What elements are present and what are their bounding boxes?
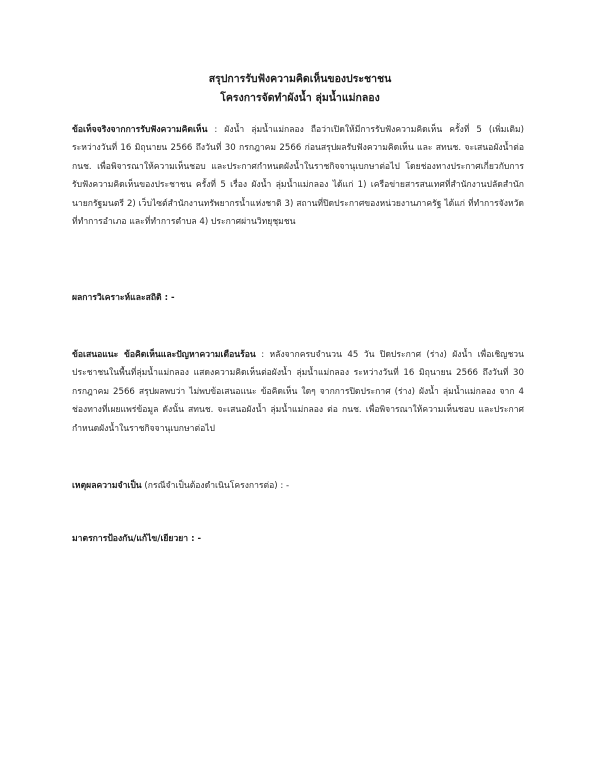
facts-text: : ผังน้ำ ลุ่มน้ำแม่กลอง ถือว่าเปิดให้มีการรับฟังความคิดเห็น ครั้งที่ 5 (เพิ่มเติม) ระหว่างวันที่ 16 มิถุนายน 2566 ถึงวันที่ 30 กรกฎาคม 2566 ก่อนสรุปผลรับฟังความคิดเห็น และ สทนช. จะเสนอผังน้ำต่อ กนช. เพื่อพิจารณาให้ความเห็นชอบ และประกาศกำหนดผังน้ำในราชกิจจานุเบกษาต่อไป โดยช่องทางประกาศเกี่ยวกับการรับฟังความคิดเห็นของประชาชน ครั้งที่ 5 เรื่อง ผังน้ำ ลุ่มน้ำแม่กลอง ได้แก่ 1) เครือข่ายสารสนเทศที่สำนักงานปลัดสำนักนายกรัฐมนตรี 2) เว็บไซต์สำนักงานทรัพยากรน้ำแห่งชาติ 3) สถานที่ปิดประกาศของหน่วยงานภาครัฐ ได้แก่ ที่ทำการจังหวัด ที่ทำการอำเภอ และที่ทำการตำบล 4) ประกาศผ่านวิทยุชุมชน [72, 125, 524, 228]
document-title-line-2: โครงการจัดทำผังน้ำ ลุ่มน้ำแม่กลอง [220, 92, 380, 104]
measures-paragraph [72, 530, 524, 548]
facts-label: ข้อเท็จจริงจากการรับฟังความคิดเห็น [72, 125, 208, 135]
suggestions-paragraph [72, 346, 524, 438]
suggestions-text: : หลังจากครบจำนวน 45 วัน ปิดประกาศ (ร่าง) ผังน้ำ เพื่อเชิญชวนประชาชนในพื้นที่ลุ่มน้ำแม่กลอง แสดงความคิดเห็นต่อผังน้ำ ลุ่มน้ำแม่กลอง ระหว่างวันที่ 16 มิถุนายน 2566 ถึงวันที่ 30 กรกฎาคม 2566 สรุปผลพบว่า ไม่พบข้อเสนอแนะ ข้อคิดเห็น ใดๆ จากการปิดประกาศ (ร่าง) ผังน้ำ ลุ่มน้ำแม่กลอง จาก 4 ช่องทางที่เผยแพร่ข้อมูล ดังนั้น สทนช. จะเสนอผังน้ำ ลุ่มน้ำแม่กลอง ต่อ กนช. เพื่อพิจารณาให้ความเห็นชอบ และประกาศกำหนดผังน้ำในราชกิจจานุเบกษาต่อไป [72, 350, 525, 434]
analysis-paragraph [72, 289, 524, 307]
measures-label: มาตรการป้องกัน/แก้ไข/เยียวยา : - [72, 534, 202, 544]
suggestions-label: ข้อเสนอแนะ ข้อคิดเห็นและปัญหาความเดือนร้อน [72, 350, 256, 360]
analysis-label: ผลการวิเคราะห์และสถิติ : - [72, 293, 175, 303]
document-title-line-1: สรุปการรับฟังความคิดเห็นของประชาชน [208, 73, 392, 85]
reason-text: (กรณีจำเป็นต้องดำเนินโครงการต่อ) : - [141, 481, 290, 491]
reason-label: เหตุผลความจำเป็น [72, 481, 142, 491]
facts-paragraph [72, 121, 524, 231]
reason-paragraph [72, 477, 524, 495]
